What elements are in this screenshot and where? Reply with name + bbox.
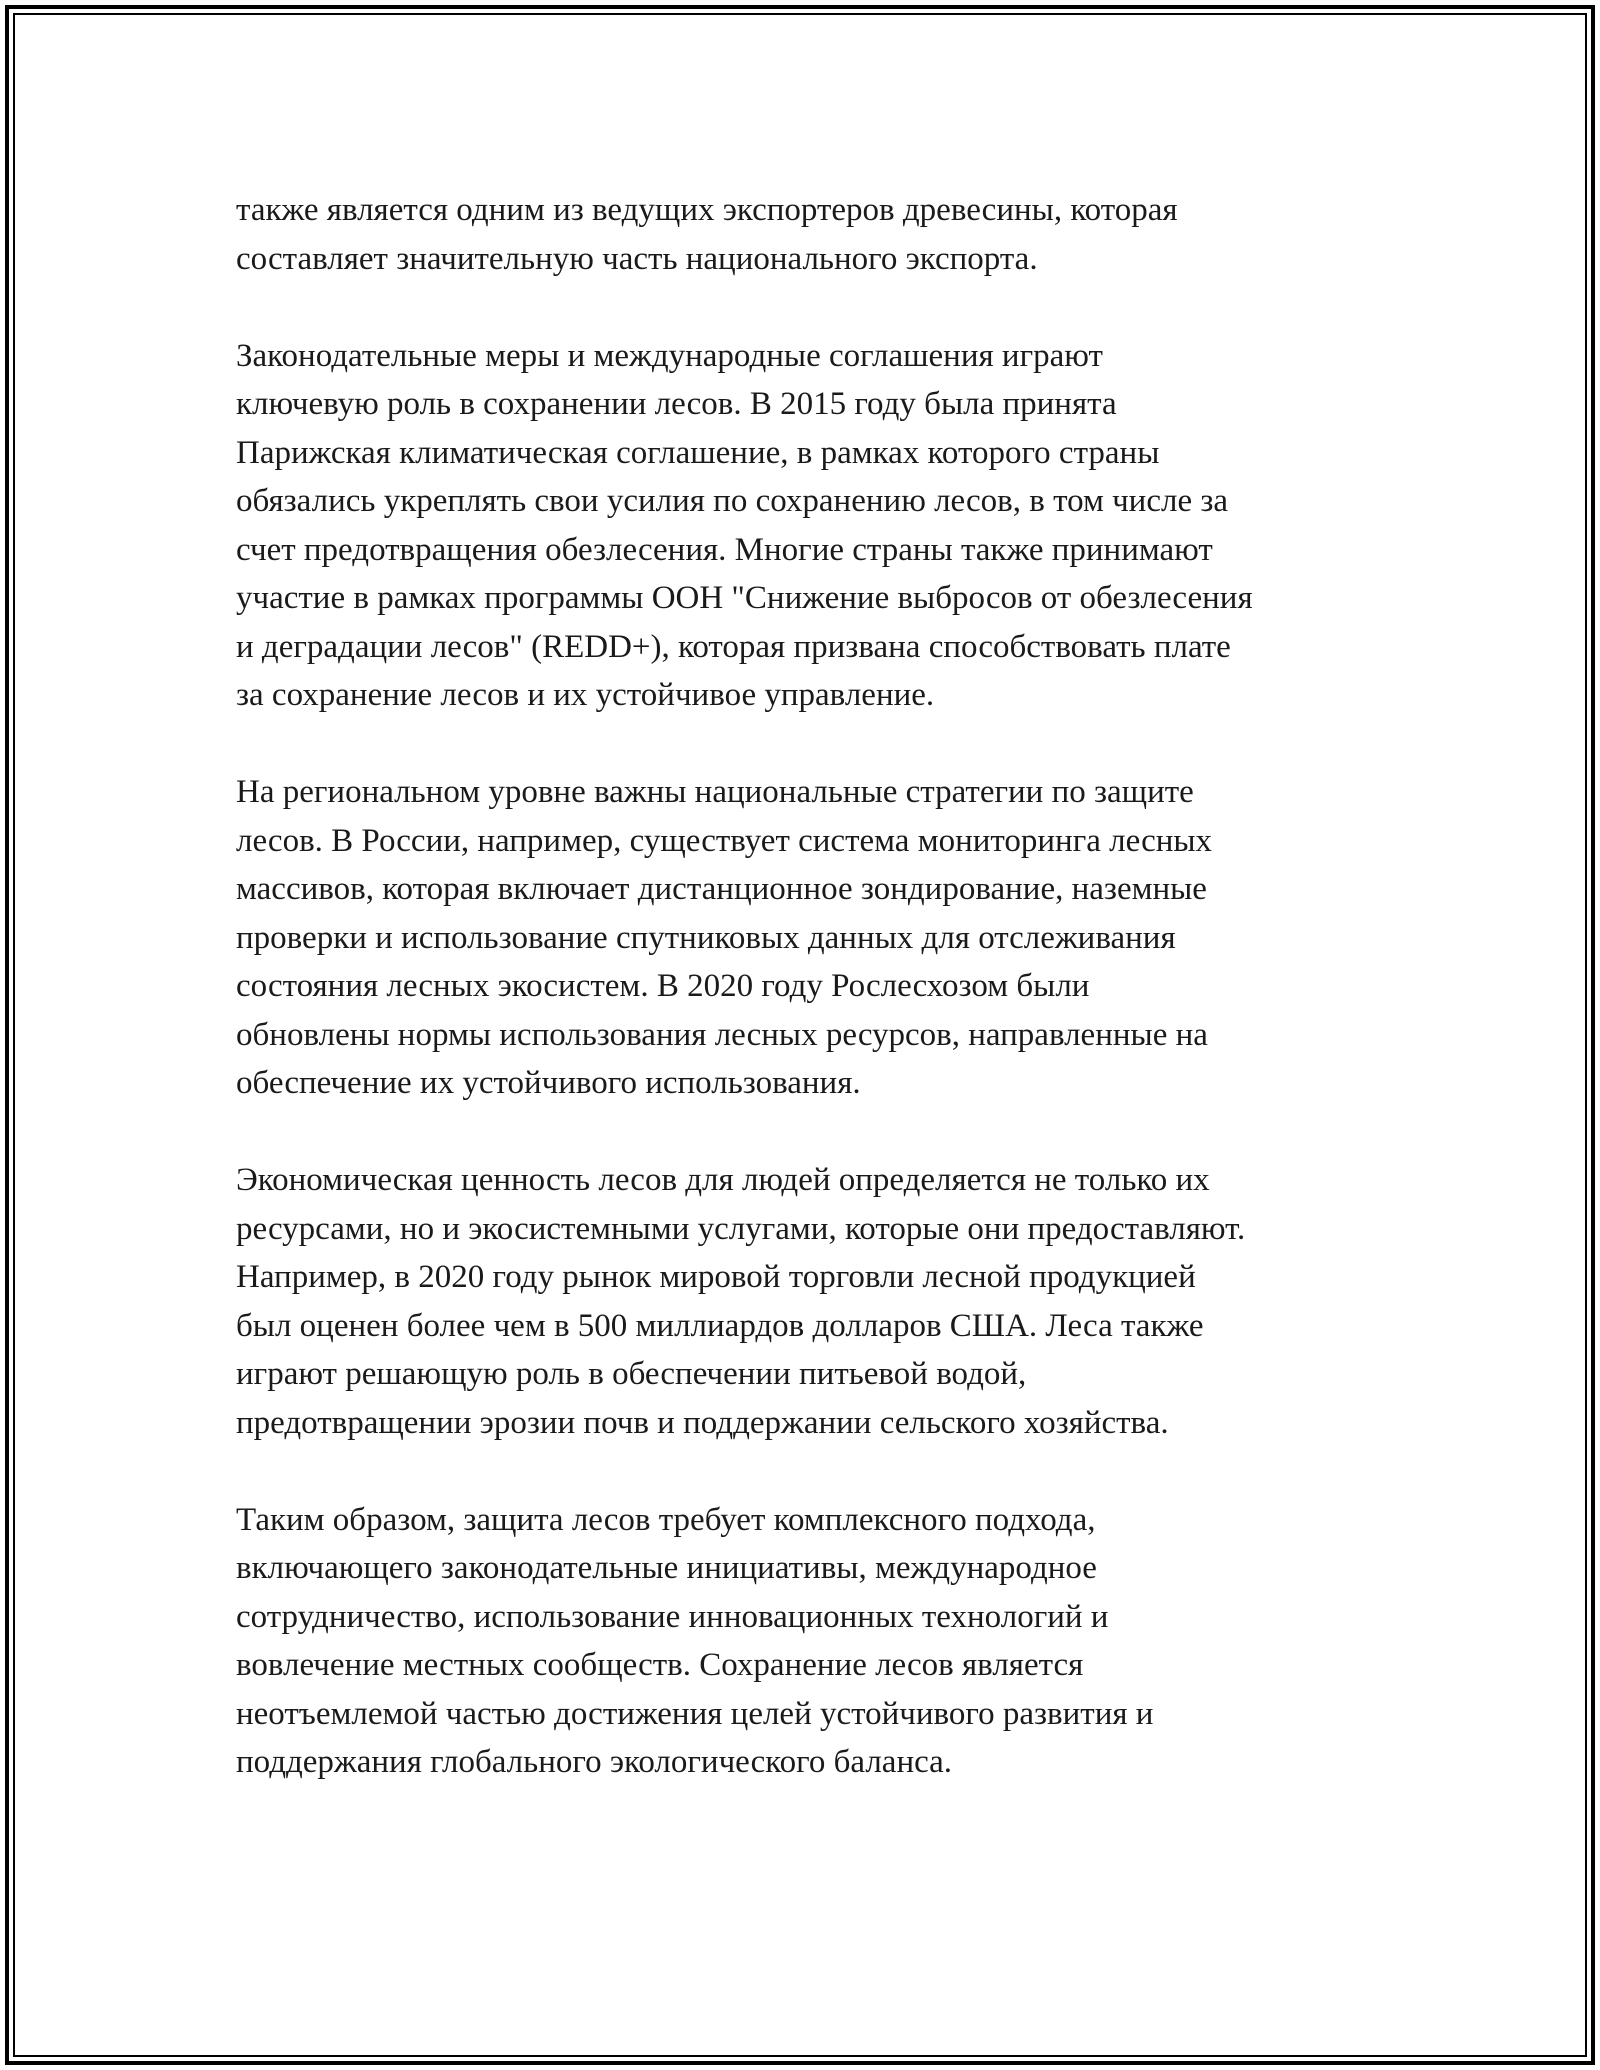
text-line: обеспечение их устойчивого использования. (236, 1065, 861, 1101)
text-line: включающего законодательные инициативы, международное (236, 1550, 1097, 1586)
paragraph-timber-export (236, 186, 1386, 283)
paragraph-regional-strategies (236, 768, 1386, 1108)
text-line: На региональном уровне важны национальные стратегии по защите (236, 774, 1194, 810)
text-line: Например, в 2020 году рынок мировой торговли лесной продукцией (236, 1259, 1196, 1295)
text-line: за сохранение лесов и их устойчивое управление. (236, 677, 935, 713)
text-line: Законодательные меры и международные соглашения играют (236, 337, 1103, 374)
text-line: и деградации лесов" (REDD+), которая призвана способствовать плате (236, 628, 1231, 665)
text-line: составляет значительную часть национального экспорта. (236, 240, 1038, 277)
text-line: участие в рамках программы ООН "Снижение выбросов от обезлесения (236, 580, 1253, 616)
text-line: обновлены нормы использования лесных ресурсов, направленные на (236, 1016, 1208, 1053)
text-line: лесов. В России, например, существует система мониторинга лесных (236, 822, 1213, 859)
document-body (236, 186, 1386, 1835)
text-line: состояния лесных экосистем. В 2020 году Рослесхозом были (236, 968, 1090, 1004)
text-line: обязались укреплять свои усилия по сохранению лесов, в том числе за (236, 483, 1229, 519)
text-line: проверки и использование спутниковых данных для отслеживания (236, 919, 1176, 956)
text-line: Парижская климатическая соглашение, в рамках которого страны (236, 434, 1160, 471)
paragraph-economic-value (236, 1156, 1386, 1447)
text-line: ресурсами, но и экосистемными услугами, которые они предоставляют. (236, 1210, 1246, 1247)
text-line: поддержания глобального экологического баланса. (236, 1744, 953, 1780)
text-line: был оценен более чем в 500 миллиардов долларов США. Леса также (236, 1307, 1204, 1344)
paragraph-conclusion (236, 1496, 1386, 1787)
text-line: Экономическая ценность лесов для людей определяется не только их (236, 1162, 1210, 1198)
text-line: сотрудничество, использование инновационных технологий и (236, 1598, 1109, 1635)
text-line: также является одним из ведущих экспортеров древесины, которая (236, 192, 1178, 228)
text-line: предотвращении эрозии почв и поддержании сельского хозяйства. (236, 1404, 1169, 1441)
paragraph-legislation (236, 332, 1386, 720)
text-line: счет предотвращения обезлесения. Многие страны также принимают (236, 531, 1213, 568)
text-line: неотъемлемой частью достижения целей устойчивого развития и (236, 1695, 1154, 1732)
text-line: вовлечение местных сообществ. Сохранение лесов является (236, 1647, 1084, 1683)
text-line: ключевую роль в сохранении лесов. В 2015 году была принята (236, 386, 1117, 422)
text-line: массивов, которая включает дистанционное зондирование, наземные (236, 871, 1207, 907)
text-line: Таким образом, защита лесов требует комплексного подхода, (236, 1501, 1096, 1538)
text-line: играют решающую роль в обеспечении питьевой водой, (236, 1356, 1027, 1392)
